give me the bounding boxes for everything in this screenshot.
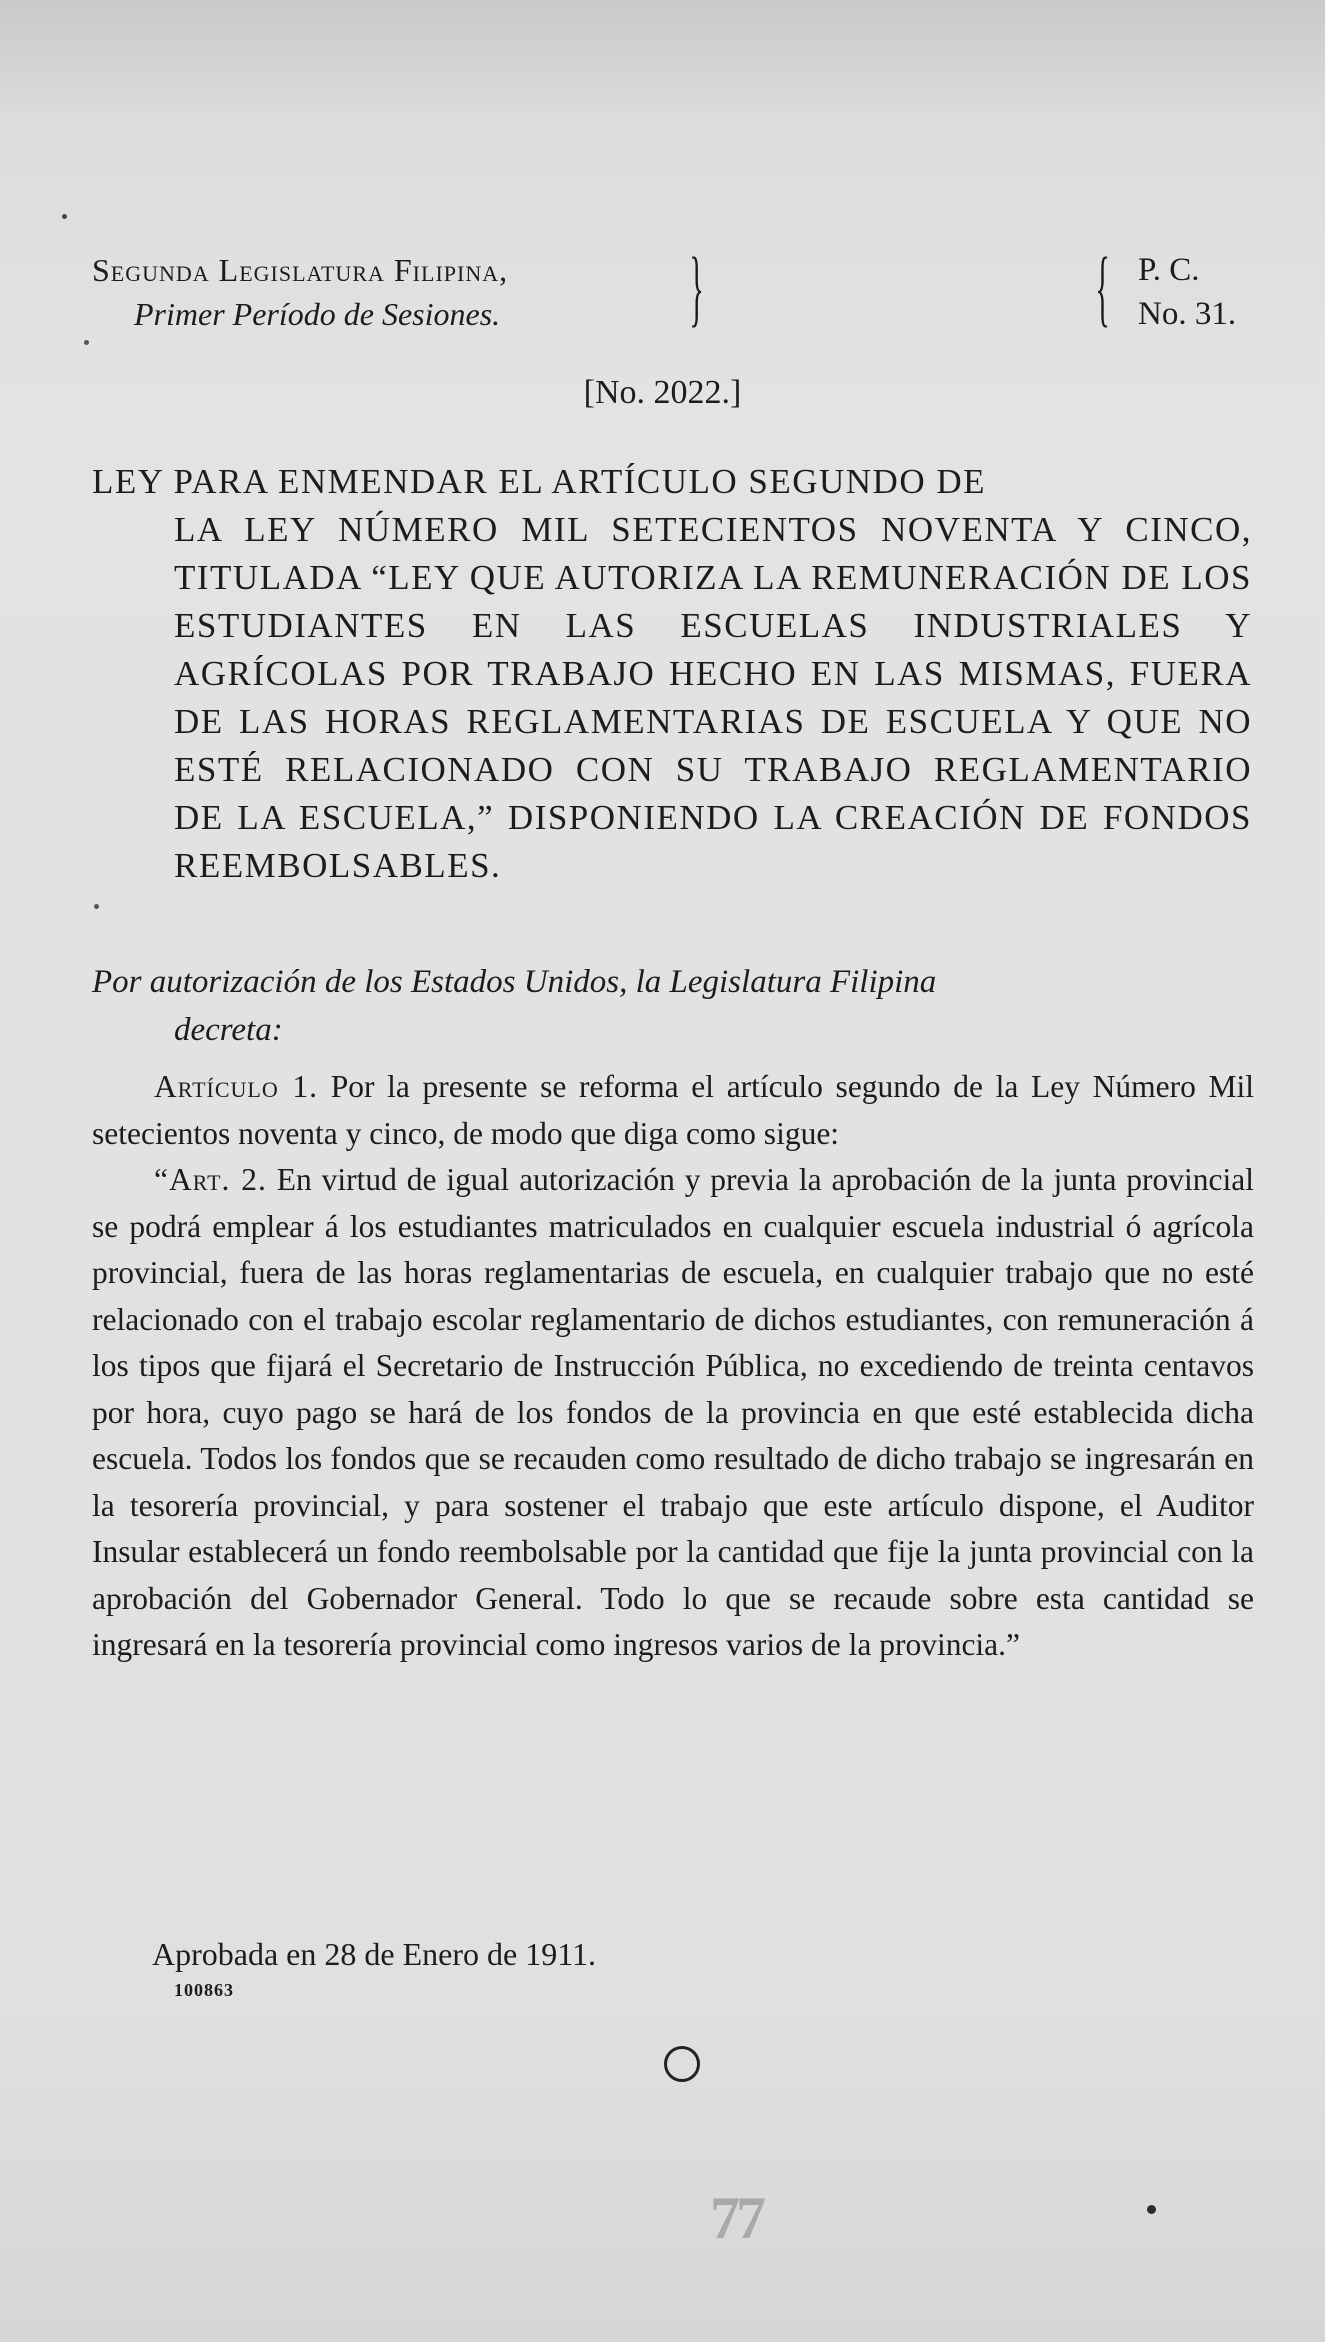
enacting-clause-first: Por autorización de los Estados Unidos, la Legislatura Filipina — [92, 964, 937, 1000]
brace-left-icon: } — [689, 239, 704, 335]
speck — [1147, 2205, 1156, 2214]
act-title-first-line: LEY PARA ENMENDAR EL ARTÍCULO SEGUNDO DE — [92, 462, 987, 501]
section-1 — [92, 1064, 1254, 1157]
print-code: 100863 — [174, 1980, 234, 2000]
section-2-label: “Art. 2. — [154, 1162, 267, 1197]
bill-reference — [1138, 248, 1236, 336]
section-2-text: En virtud de igual autorización y previa la aprobación de la junta provincial se podrá emplear á los estudiantes matriculados en cualquier escuela industrial ó agrícola provincial, fuera de las horas reglamentarias de escuela, en cualquier trabajo que no esté relacionado con el trabajo escolar reglamentario de dichos estudiantes, con remuneración á los tipos que fijará el Secretario de Instrucción Pública, no excediendo de treinta centavos por hora, cuyo pago se hará de los fondos de la provincia en que esté establecida dicha escuela. Todos los fondos que se recauden como resultado de dicho trabajo se ingresarán en la tesorería provincial, y para sostener el trabajo que este artículo dispone, el Auditor Insular establecerá un fondo reembolsable por la cantidad que fije la junta provincial con la aprobación del Gobernador General. Todo lo que se recaude sobre esta cantidad se ingresará en la tesorería provincial como ingresos varios de la provincia.” — [92, 1162, 1255, 1662]
enacting-clause-cont: decreta: — [174, 1012, 283, 1048]
circle-ornament-icon — [664, 2046, 700, 2082]
speck — [94, 904, 99, 909]
section-1-label: Artículo 1. — [154, 1069, 319, 1104]
session-name: Primer Período de Sesiones. — [134, 296, 501, 332]
bill-no: No. 31. — [1138, 296, 1237, 332]
enacting-clause — [92, 958, 1252, 1054]
approval-date: Aprobada en 28 de Enero de 1911. — [152, 1936, 596, 1972]
legislature-header — [92, 248, 508, 336]
speck — [62, 214, 67, 219]
act-title-rest: LA LEY NÚMERO MIL SETECIENTOS NOVENTA Y CINCO, TITULADA “LEY QUE AUTORIZA LA REMUNERACIÓN DE LOS ESTUDIANTES EN LAS ESCUELAS INDUSTRIALES Y AGRÍCOLAS POR TRABAJO HECHO EN LAS MISMAS, FUERA DE LAS HORAS REGLAMENTARIAS DE ESCUELA Y QUE NO ESTÉ RELACIONADO CON SU TRABAJO REGLAMENTARIO DE LA ESCUELA,” DISPONIENDO LA CREACIÓN DE FONDOS REEMBOLSABLES. — [174, 510, 1252, 885]
act-title — [92, 458, 1252, 890]
section-1-text: Por la presente se reforma el artículo segundo de la Ley Número Mil setecientos noventa y cinco, de modo que diga como sigue: — [92, 1069, 1254, 1151]
bill-type: P. C. — [1138, 252, 1200, 288]
act-number: [No. 2022.] — [583, 374, 742, 411]
section-2 — [92, 1157, 1254, 1669]
legislature-name: Segunda Legislatura Filipina, — [92, 252, 509, 288]
speck — [84, 340, 89, 345]
act-body — [92, 1064, 1254, 1669]
page-number: 77 — [710, 2185, 762, 2251]
brace-right-icon: { — [1095, 239, 1110, 335]
